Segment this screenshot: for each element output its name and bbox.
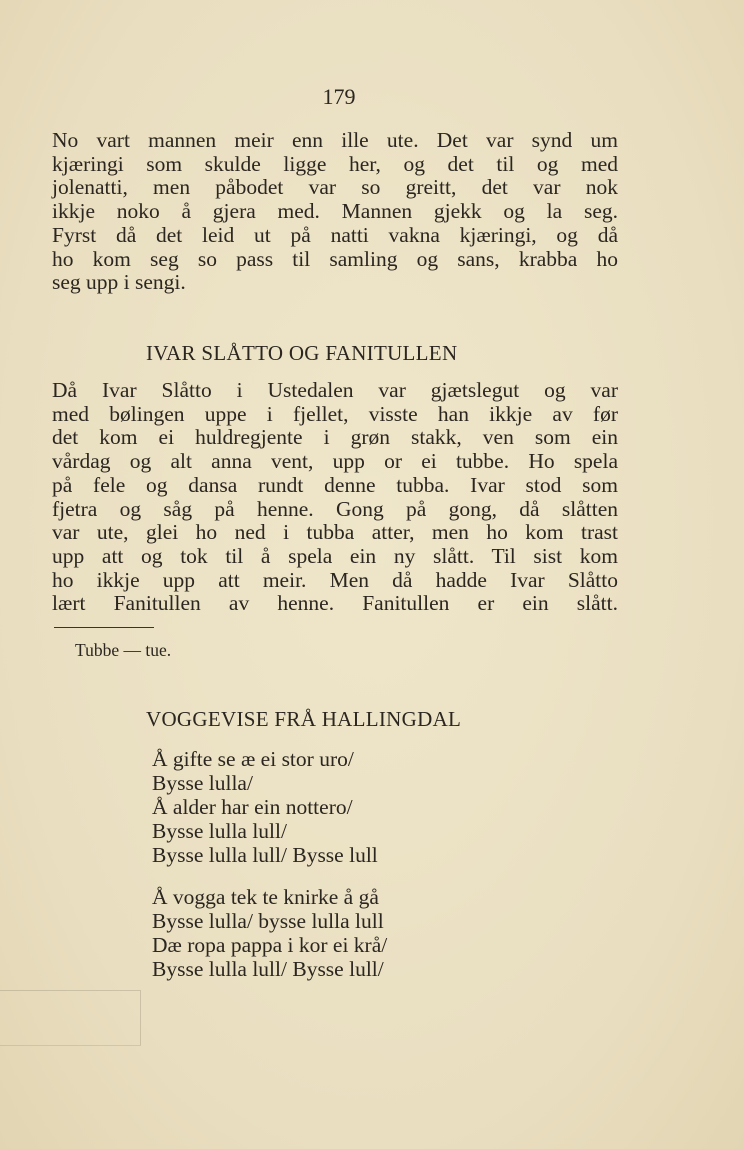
text-line: det kom ei huldregjente i grøn stakk, ven som ein: [52, 425, 618, 450]
text-line: ikkje noko å gjera med. Mannen gjekk og la seg.: [52, 199, 618, 224]
verse-line: Bysse lulla/: [152, 771, 253, 795]
verse-line: Å vogga tek te knirke å gå: [152, 885, 379, 909]
text-line: Då Ivar Slåtto i Ustedalen var gjætslegut og var: [52, 378, 618, 402]
page-stain-mark: [0, 990, 141, 1046]
verse-line: Bysse lulla/ bysse lulla lull: [152, 909, 384, 933]
verse-stanza-1: [152, 747, 378, 867]
footnote: Tubbe — tue.: [75, 640, 172, 660]
section-heading-voggevise: VOGGEVISE FRÅ HALLINGDAL: [146, 707, 462, 731]
verse-line: Å alder har ein nottero/: [152, 795, 353, 819]
text-line: upp att og tok til å spela ein ny slått. Til sist kom: [52, 543, 618, 568]
text-line: var ute, glei ho ned i tubba atter, men ho kom trast: [52, 520, 618, 545]
text-line: ho kom seg so pass til samling og sans, krabba ho: [52, 246, 618, 271]
text-line: No vart mannen meir enn ille ute. Det var synd um: [52, 128, 618, 152]
text-line: seg upp i sengi.: [52, 270, 186, 295]
text-line: ho ikkje upp att meir. Men då hadde Ivar Slåtto: [52, 567, 618, 592]
section-heading-ivar-slatto: IVAR SLÅTTO OG FANITULLEN: [146, 341, 458, 365]
verse-line: Bysse lulla lull/ Bysse lull: [152, 843, 378, 867]
footnote-divider: [54, 627, 154, 628]
paragraph-ivar-slatto: [52, 379, 618, 616]
verse-line: Dæ ropa pappa i kor ei krå/: [152, 933, 388, 957]
text-line: kjæringi som skulde ligge her, og det til og med: [52, 151, 618, 176]
text-line: fjetra og såg på henne. Gong på gong, då slåtten: [52, 496, 618, 521]
text-line: med bølingen uppe i fjellet, visste han ikkje av før: [52, 401, 618, 426]
page-number: 179: [322, 84, 356, 109]
text-line: lært Fanitullen av henne. Fanitullen er ein slått.: [52, 591, 618, 616]
text-line: jolenatti, men påbodet var so greitt, det var nok: [52, 175, 618, 200]
verse-stanza-2: [152, 885, 387, 981]
text-line: på fele og dansa rundt denne tubba. Ivar stod som: [52, 472, 618, 497]
verse-line: Å gifte se æ ei stor uro/: [152, 747, 354, 771]
text-line: vårdag og alt anna vent, upp or ei tubbe. Ho spela: [52, 449, 618, 474]
verse-line: Bysse lulla lull/: [152, 819, 287, 843]
text-line: Fyrst då det leid ut på natti vakna kjæringi, og då: [52, 222, 618, 247]
paragraph-story-ending: [52, 129, 618, 295]
verse-line: Bysse lulla lull/ Bysse lull/: [152, 957, 384, 981]
